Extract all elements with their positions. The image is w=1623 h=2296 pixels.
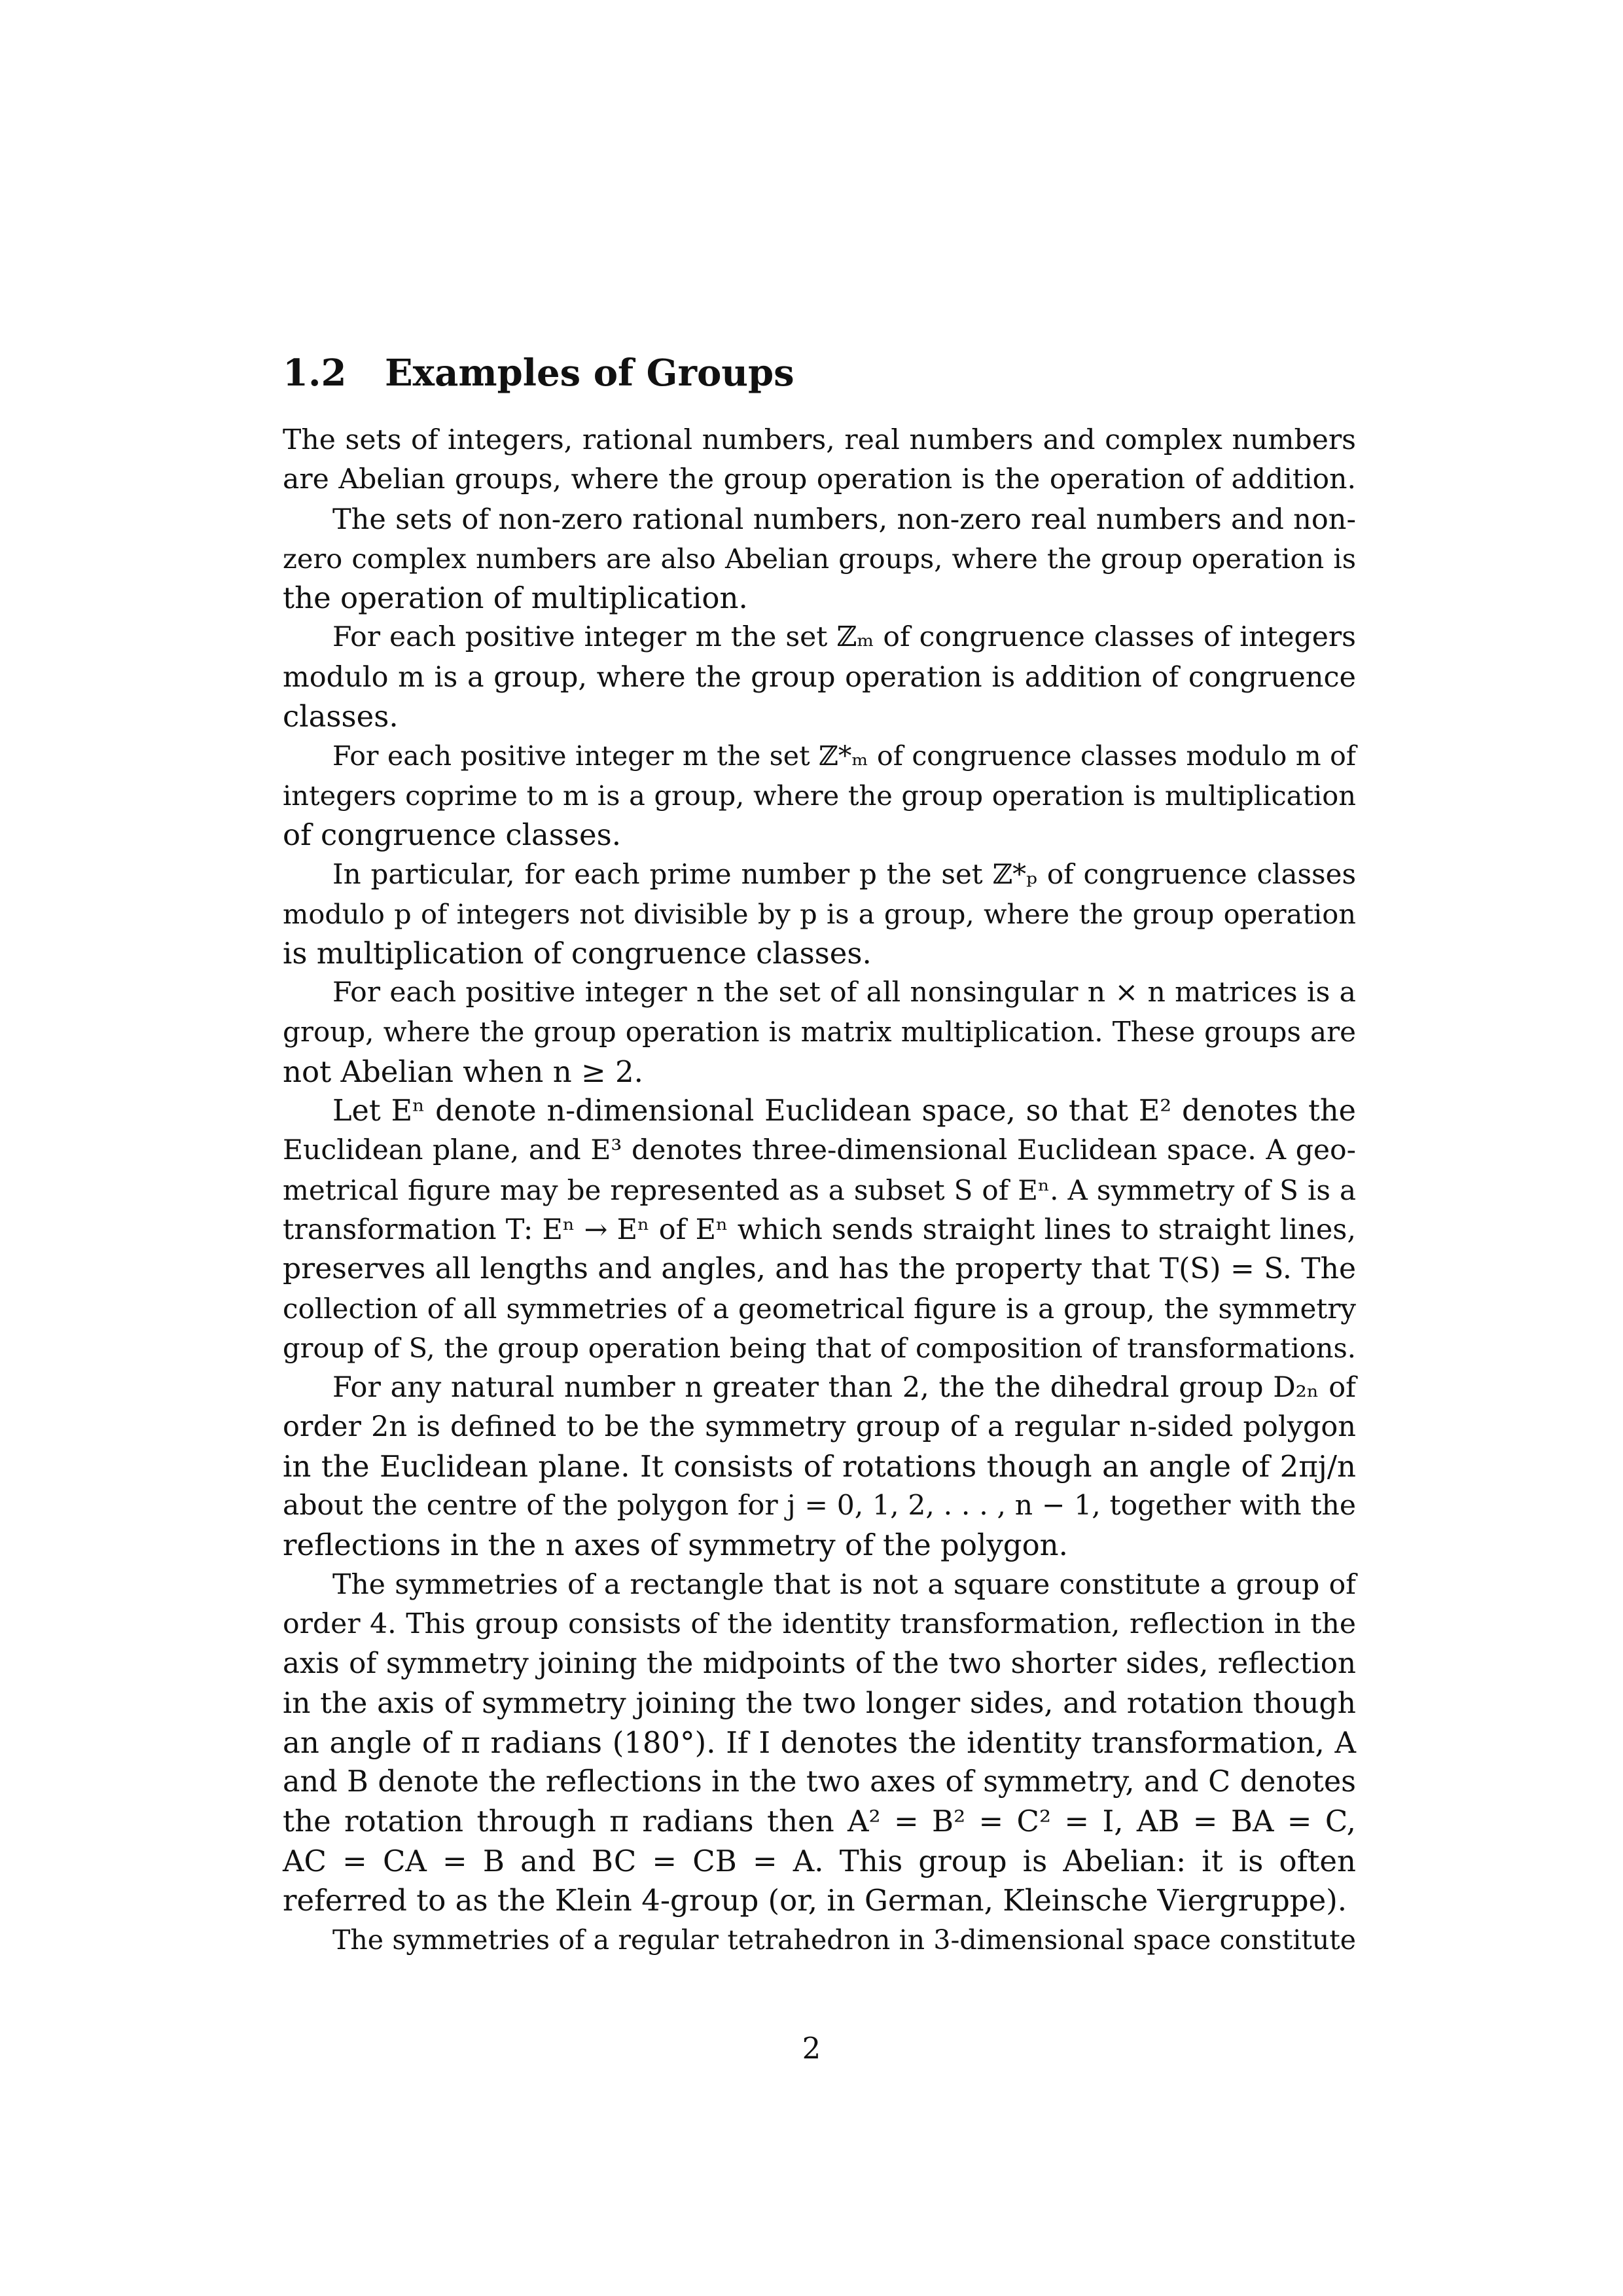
text-line: For each positive integer m the set ℤ*ₘ of congruence classes modulo m of <box>332 740 1356 772</box>
text-line: In particular, for each prime number p the set ℤ*ₚ of congruence classes <box>332 858 1356 891</box>
text-line: For each positive integer m the set ℤₘ of congruence classes of integers <box>332 621 1356 654</box>
text-line: The symmetries of a rectangle that is not a square constitute a group of <box>332 1568 1356 1601</box>
text-line: The sets of integers, rational numbers, real numbers and complex numbers <box>283 424 1356 456</box>
text-line: zero complex numbers are also Abelian groups, where the group operation is <box>283 542 1356 575</box>
text-line: Euclidean plane, and E³ denotes three-dimensional Euclidean space. A geo- <box>283 1134 1356 1167</box>
text-line: metrical figure may be represented as a subset S of Eⁿ. A symmetry of S is a <box>283 1174 1356 1206</box>
text-line: an angle of π radians (180°). If I denotes the identity transformation, A <box>283 1725 1356 1760</box>
text-line: group, where the group operation is matrix multiplication. These groups are <box>283 1016 1356 1049</box>
text-line: in the axis of symmetry joining the two longer sides, and rotation though <box>283 1686 1356 1720</box>
text-line: the rotation through π radians then A² = B² = C² = I, AB = BA = C, <box>283 1804 1356 1839</box>
text-line: of congruence classes. <box>283 817 622 852</box>
text-line: For any natural number n greater than 2, the the dihedral group D₂ₙ of <box>332 1371 1356 1405</box>
text-line: collection of all symmetries of a geometrical figure is a group, the symmetry <box>283 1292 1356 1325</box>
section-heading <box>283 347 1356 399</box>
text-line: integers coprime to m is a group, where the group operation is multiplication <box>283 779 1356 812</box>
text-line: is multiplication of congruence classes. <box>283 935 872 971</box>
text-line: referred to as the Klein 4-group (or, in German, Kleinsche Viergruppe). <box>283 1882 1347 1918</box>
text-line: group of S, the group operation being that of composition of transformations. <box>283 1331 1356 1364</box>
page-number: 2 <box>802 2031 821 2066</box>
text-line: are Abelian groups, where the group operation is the operation of addition. <box>283 463 1356 496</box>
text-line: preserves all lengths and angles, and has the property that T(S) = S. The <box>283 1252 1356 1286</box>
text-line: modulo p of integers not divisible by p is a group, where the group operation <box>283 897 1356 930</box>
text-line: classes. <box>283 699 399 734</box>
section-title: Examples of Groups <box>385 351 794 395</box>
section-number: 1.2 <box>283 351 347 395</box>
text-line: in the Euclidean plane. It consists of rotations though an angle of 2πj/n <box>283 1448 1356 1484</box>
text-line: and B denote the reflections in the two axes of symmetry, and C denotes <box>283 1765 1356 1799</box>
text-line: about the centre of the polygon for j = 0, 1, 2, . . . , n − 1, together with the <box>283 1490 1356 1522</box>
text-line: For each positive integer n the set of all nonsingular n × n matrices is a <box>332 977 1356 1009</box>
text-line: Let Eⁿ denote n-dimensional Euclidean space, so that E² denotes the <box>332 1094 1356 1128</box>
text-line: order 4. This group consists of the identity transformation, reflection in the <box>283 1607 1356 1640</box>
text-line: The sets of non-zero rational numbers, non-zero real numbers and non- <box>332 503 1356 536</box>
text-line: modulo m is a group, where the group operation is addition of congruence <box>283 660 1356 694</box>
body-text <box>283 421 1356 1960</box>
text-line: transformation T: Eⁿ → Eⁿ of Eⁿ which sends straight lines to straight lines, <box>283 1213 1356 1246</box>
text-line: order 2n is defined to be the symmetry group of a regular n-sided polygon <box>283 1410 1356 1444</box>
text-line: AC = CA = B and BC = CB = A. This group is Abelian: it is often <box>283 1843 1356 1878</box>
text-line: The symmetries of a regular tetrahedron in 3-dimensional space constitute <box>332 1924 1356 1956</box>
text-line: not Abelian when n ≥ 2. <box>283 1054 643 1089</box>
text-line: axis of symmetry joining the midpoints of the two shorter sides, reflection <box>283 1647 1356 1681</box>
text-line: reflections in the n axes of symmetry of the polygon. <box>283 1528 1068 1563</box>
text-line: the operation of multiplication. <box>283 581 748 616</box>
